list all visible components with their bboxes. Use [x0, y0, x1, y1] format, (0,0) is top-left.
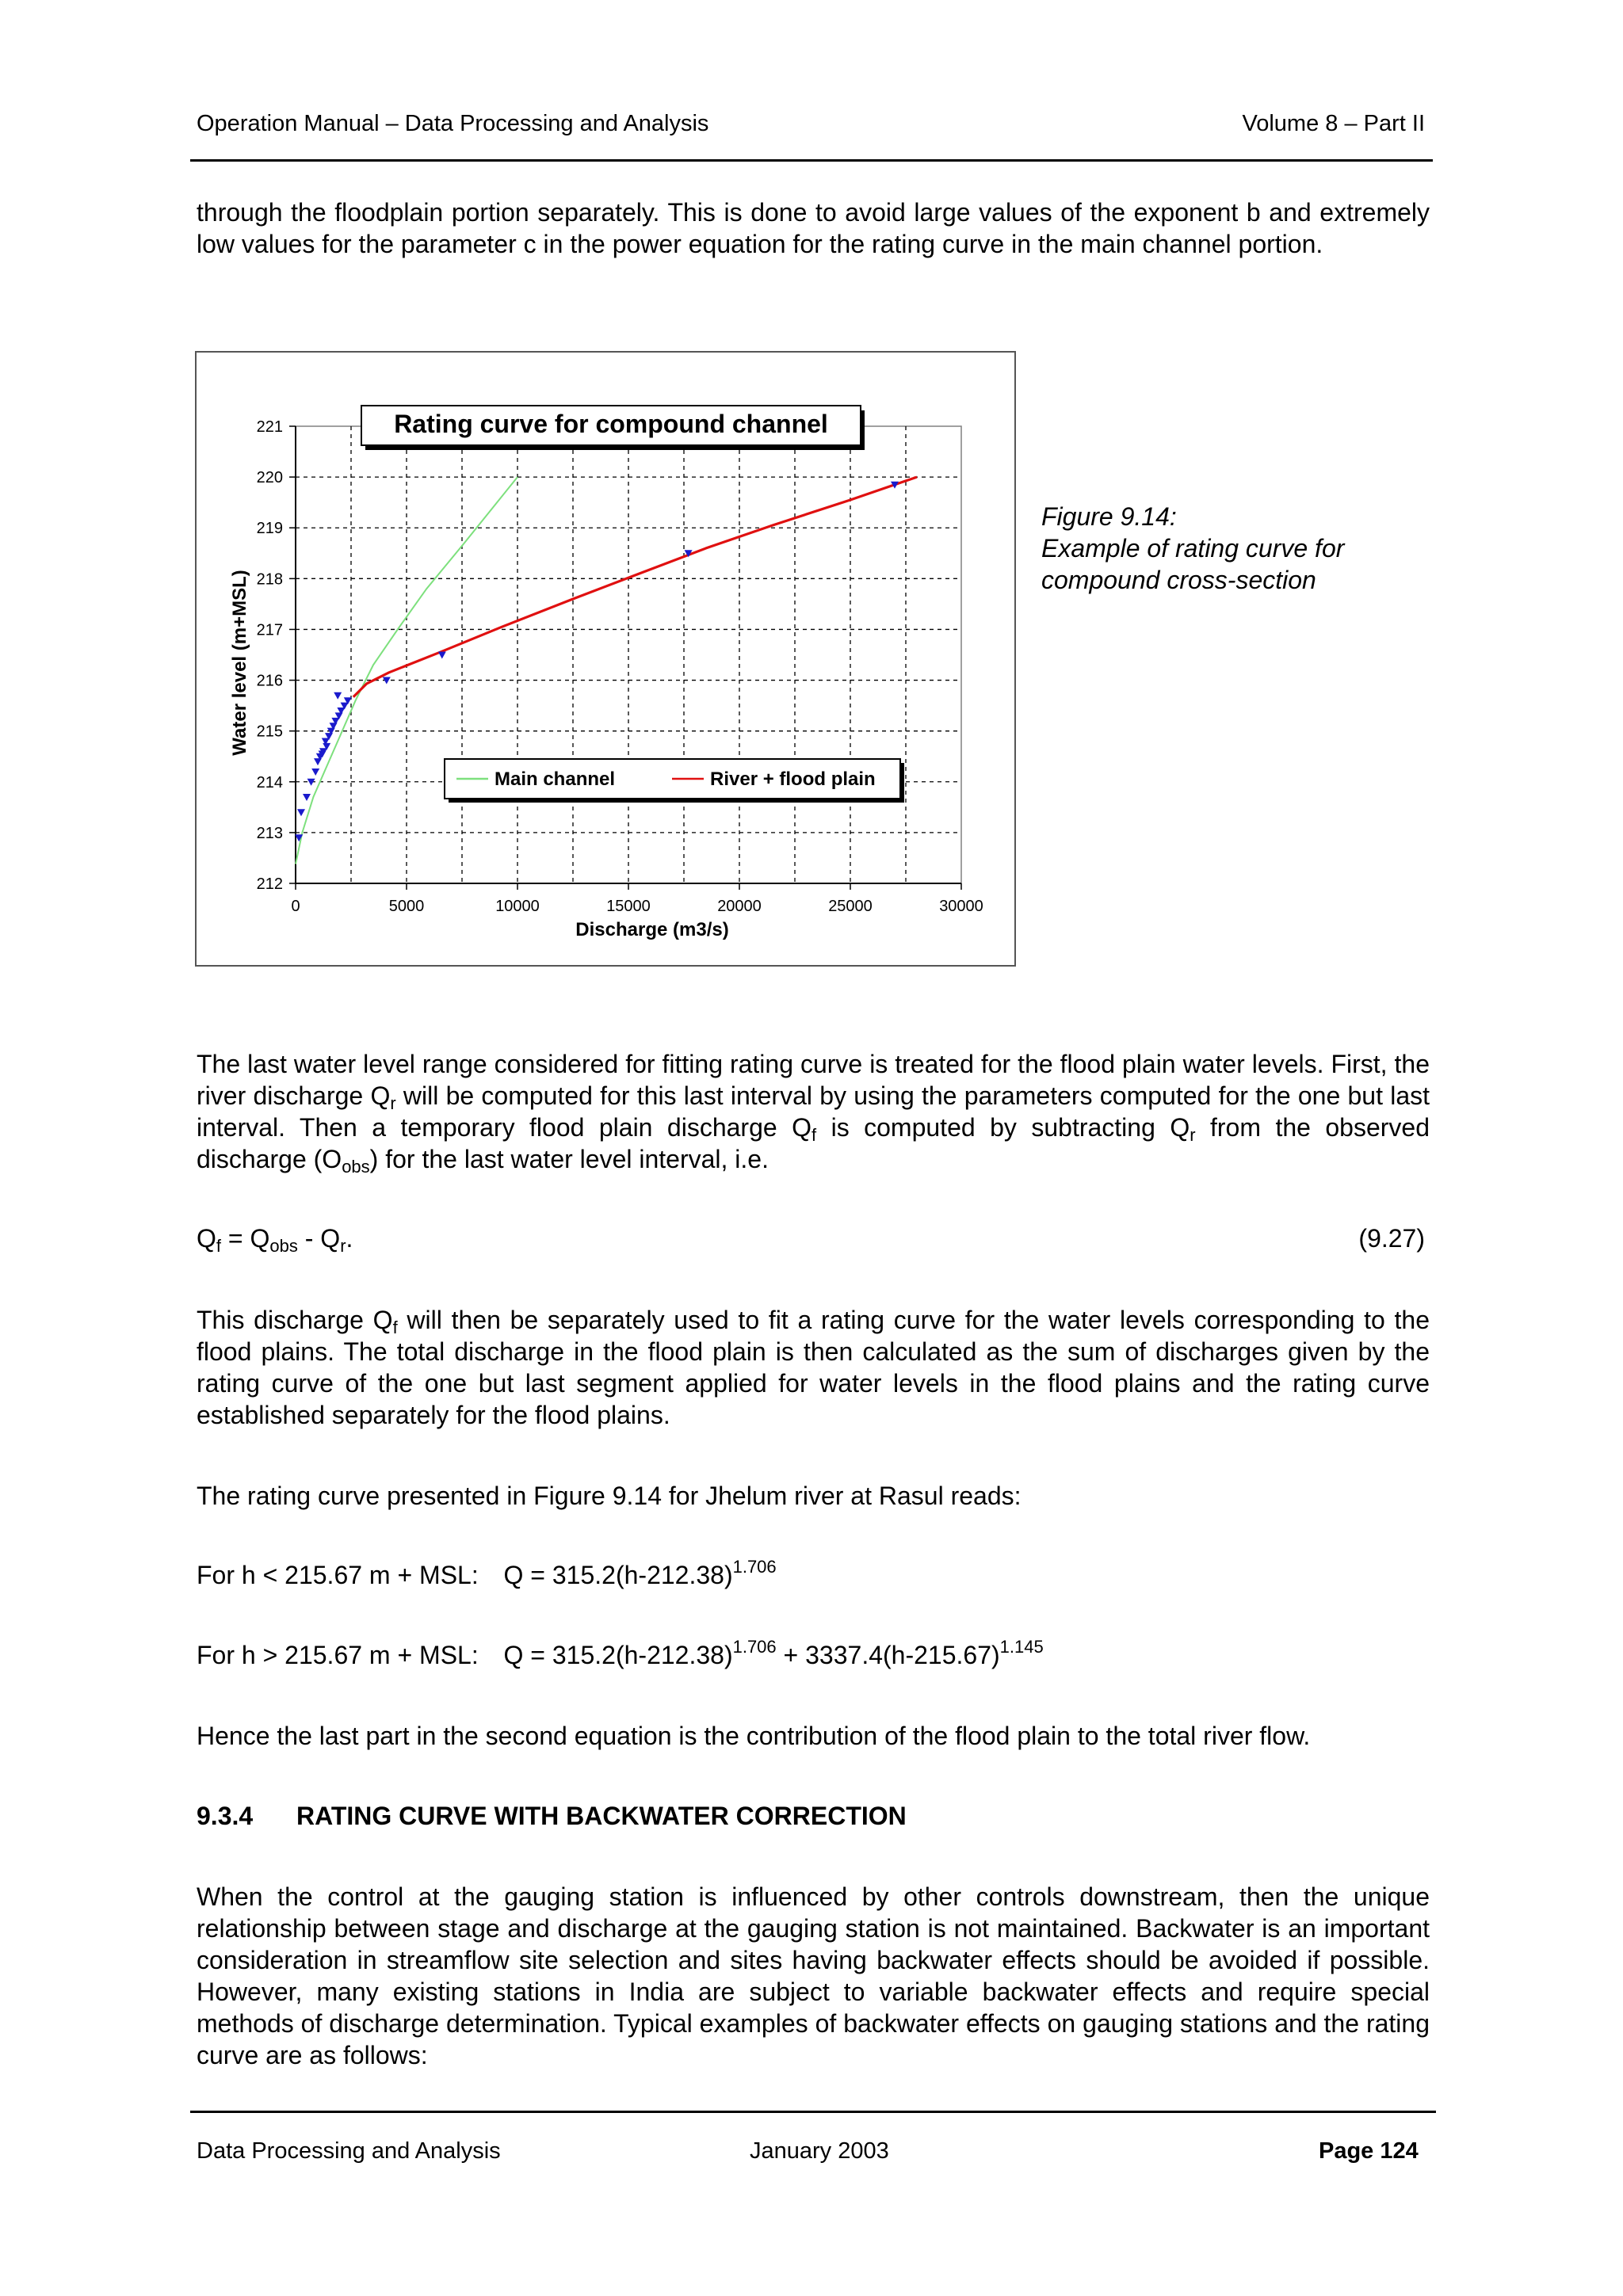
- y-tick-label: 221: [256, 418, 283, 436]
- equation-high-formula-b: + 3337.4(h-215.67): [776, 1641, 1000, 1669]
- equation-high-exponent-a: 1.706: [732, 1637, 777, 1657]
- x-tick-label: 25000: [828, 898, 873, 915]
- figure-caption: [1041, 501, 1344, 596]
- y-tick-label: 214: [256, 773, 283, 791]
- legend-label: Main channel: [495, 769, 616, 790]
- subscript: r: [390, 1093, 396, 1113]
- y-tick-label: 215: [256, 723, 283, 741]
- x-axis-title: Discharge (m3/s): [575, 919, 729, 940]
- subscript: f: [216, 1236, 222, 1256]
- y-axis-title: Water level (m+MSL): [229, 570, 250, 756]
- y-tick-label: 220: [256, 469, 283, 487]
- equation-text: $Q_f = Q_{obs} - Q_r$.: [197, 1224, 353, 1256]
- para-hence: Hence the last part in the second equation is the contribution of the flood plain to the total river flow.: [197, 1722, 1311, 1750]
- equation-high-formula-a: Q = 315.2(h-212.38): [503, 1641, 733, 1669]
- header-manual-title: Operation Manual – Data Processing and Analysis: [197, 111, 709, 136]
- para-backwater: When the control at the gauging station is influenced by other controls downstream, then the unique relationship between stage and discharge at the gauging station is not maintained. Backwater is an important consideration in streamflow site selection and sites having backwater effects should be avoided if possible. However, many existing stations in India are subject to variable backwater effects and require special methods of discharge determination. Typical examples of backwater effects on gauging stations and the rating curve are as follows:: [197, 1882, 1430, 2069]
- y-tick-label: 213: [256, 824, 283, 842]
- para-last-range: The last water level range considered for fitting rating curve is treated for the flood plain water levels. First, the river discharge $Q_r$ will be computed for this last interval by using the parameters computed for the one but last interval. Then a temporary flood plain discharge $Q_f$ is computed by subtracting $Q_r$ from the observed discharge $(O_{obs})$ for the last water level interval, i.e.: [197, 1050, 1430, 1177]
- footer-page-number: Page 124: [1319, 2138, 1419, 2164]
- subscript: obs: [269, 1236, 298, 1256]
- caption-text-line1: Example of rating curve for: [1041, 534, 1345, 563]
- x-tick-label: 15000: [606, 898, 651, 915]
- y-tick-label: 219: [256, 520, 283, 538]
- figure-9-14: [195, 351, 1016, 967]
- rating-curve-chart: [197, 353, 1018, 968]
- footer-left: Data Processing and Analysis: [197, 2138, 501, 2164]
- section-title: RATING CURVE WITH BACKWATER CORRECTION: [296, 1802, 907, 1830]
- equation-low-condition: For h < 215.67 m + MSL:: [197, 1561, 479, 1589]
- legend-label: River + flood plain: [710, 769, 876, 790]
- section-number: 9.3.4: [197, 1802, 254, 1830]
- equation-number: (9.27): [1358, 1224, 1425, 1253]
- equation-high-stage: [197, 1639, 1430, 1671]
- header-rule: [190, 159, 1433, 162]
- para-rasul: The rating curve presented in Figure 9.14 for Jhelum river at Rasul reads:: [197, 1482, 1022, 1510]
- subscript: r: [1190, 1125, 1196, 1145]
- caption-text-line2: compound cross-section: [1041, 566, 1316, 594]
- subscript: obs: [342, 1157, 370, 1177]
- equation-9-27: [197, 1222, 1430, 1254]
- x-tick-label: 20000: [717, 898, 762, 915]
- equation-low-stage: [197, 1559, 1430, 1591]
- footer-rule: [190, 2111, 1436, 2113]
- y-tick-label: 216: [256, 672, 283, 690]
- y-tick-label: 217: [256, 621, 283, 639]
- section-heading: [197, 1800, 907, 1832]
- equation-high-exponent-b: 1.145: [999, 1637, 1044, 1657]
- x-tick-label: 5000: [388, 898, 425, 915]
- x-tick-label: 0: [291, 898, 300, 915]
- footer-date: January 2003: [750, 2138, 889, 2164]
- para-discharge: This discharge $Q_f$ will then be separately used to fit a rating curve for the water levels corresponding to the flood plains. The total discharge in the flood plain is then calculated as the sum of discharges given by the rating curve of the one but last segment applied for water levels in the flood plains and the rating curve established separately for the flood plains.: [197, 1306, 1430, 1429]
- equation-high-condition: For h > 215.67 m + MSL:: [197, 1641, 479, 1669]
- y-tick-label: 212: [256, 875, 283, 893]
- subscript: r: [340, 1236, 346, 1256]
- equation-low-formula: Q = 315.2(h-212.38): [503, 1561, 733, 1589]
- chart-title: Rating curve for compound channel: [394, 410, 828, 438]
- subscript: f: [392, 1318, 398, 1337]
- caption-label: Figure 9.14:: [1041, 502, 1177, 531]
- x-tick-label: 30000: [939, 898, 983, 915]
- header-volume: Volume 8 – Part II: [1242, 111, 1425, 136]
- x-tick-label: 10000: [495, 898, 540, 915]
- y-tick-label: 218: [256, 570, 283, 589]
- intro-paragraph: through the floodplain portion separately. This is done to avoid large values of the exponent b and extremely low values for the parameter c in the power equation for the rating curve in the main channel portion.: [197, 198, 1430, 258]
- equation-low-exponent: 1.706: [732, 1557, 777, 1577]
- subscript: f: [812, 1125, 817, 1145]
